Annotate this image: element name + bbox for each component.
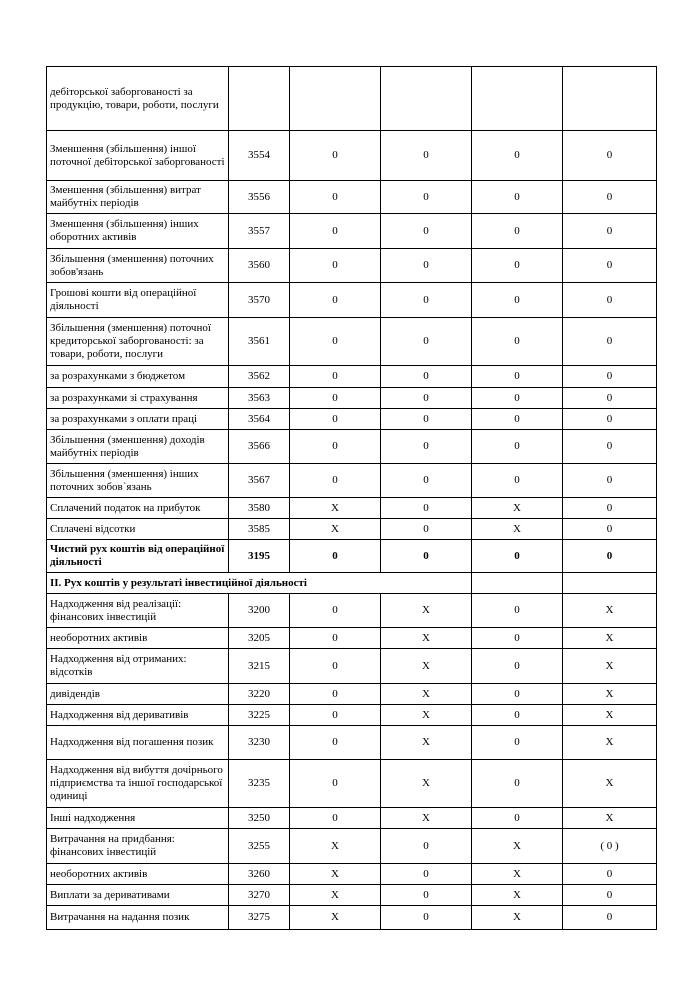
value-cell: 0 — [290, 705, 381, 726]
value-cell: X — [290, 498, 381, 519]
value-cell: 0 — [290, 760, 381, 808]
value-cell: 0 — [381, 519, 472, 540]
table-row — [47, 283, 657, 318]
row-code: 3567 — [229, 464, 290, 498]
table-row — [47, 498, 657, 519]
table-row — [47, 649, 657, 684]
value-cell: 0 — [563, 540, 657, 573]
table-row — [47, 388, 657, 409]
value-cell: 0 — [563, 519, 657, 540]
value-cell — [563, 67, 657, 131]
value-cell: 0 — [472, 388, 563, 409]
table-row — [47, 519, 657, 540]
value-cell: 0 — [381, 214, 472, 249]
value-cell: X — [563, 705, 657, 726]
value-cell: 0 — [472, 628, 563, 649]
value-cell: 0 — [381, 366, 472, 388]
value-cell: 0 — [472, 705, 563, 726]
value-cell: 0 — [290, 409, 381, 430]
row-label: Надходження від реалізації: фінансових інвестицій — [47, 594, 229, 628]
section-title: II. Рух коштів у результаті інвестиційної діяльності — [47, 573, 472, 594]
value-cell: 0 — [472, 760, 563, 808]
table-row — [47, 366, 657, 388]
value-cell: 0 — [290, 726, 381, 760]
value-cell: 0 — [563, 131, 657, 181]
row-label: дебіторської заборгованості за продукцію, товари, роботи, послуги — [47, 67, 229, 131]
table-row — [47, 67, 657, 131]
value-cell: X — [290, 829, 381, 864]
value-cell: 0 — [472, 808, 563, 829]
value-cell: X — [472, 829, 563, 864]
row-code: 3560 — [229, 249, 290, 283]
value-cell: 0 — [290, 628, 381, 649]
value-cell: 0 — [472, 684, 563, 705]
value-cell: X — [381, 808, 472, 829]
value-cell: X — [472, 498, 563, 519]
row-label: дивідендів — [47, 684, 229, 705]
table-row — [47, 181, 657, 214]
row-code: 3564 — [229, 409, 290, 430]
empty-cell — [563, 573, 657, 594]
value-cell: X — [472, 906, 563, 930]
table-row — [47, 409, 657, 430]
value-cell: 0 — [563, 864, 657, 885]
value-cell: 0 — [290, 131, 381, 181]
section-header-row — [47, 573, 657, 594]
row-label: Збільшення (зменшення) поточних зобов'язань — [47, 249, 229, 283]
value-cell: 0 — [290, 249, 381, 283]
cash-flow-table — [46, 66, 657, 930]
value-cell: X — [381, 760, 472, 808]
table-row — [47, 808, 657, 829]
value-cell: X — [381, 649, 472, 684]
value-cell: ( 0 ) — [563, 829, 657, 864]
value-cell: X — [563, 649, 657, 684]
table-row — [47, 249, 657, 283]
table-row — [47, 760, 657, 808]
value-cell: 0 — [472, 540, 563, 573]
value-cell: X — [290, 864, 381, 885]
row-code: 3200 — [229, 594, 290, 628]
value-cell: 0 — [472, 131, 563, 181]
table-row — [47, 705, 657, 726]
value-cell: X — [472, 885, 563, 906]
value-cell: X — [472, 519, 563, 540]
value-cell: 0 — [563, 388, 657, 409]
value-cell: 0 — [381, 906, 472, 930]
table-row — [47, 594, 657, 628]
value-cell: 0 — [290, 214, 381, 249]
row-label: Зменшення (збільшення) іншої поточної дебіторської заборгованості — [47, 131, 229, 181]
row-code: 3250 — [229, 808, 290, 829]
value-cell: 0 — [381, 430, 472, 464]
row-code: 3235 — [229, 760, 290, 808]
row-label: Зменшення (збільшення) інших оборотних активів — [47, 214, 229, 249]
table-body — [47, 67, 657, 930]
value-cell: 0 — [472, 283, 563, 318]
value-cell: 0 — [472, 649, 563, 684]
value-cell: X — [563, 808, 657, 829]
value-cell: 0 — [290, 366, 381, 388]
row-code: 3557 — [229, 214, 290, 249]
value-cell: X — [381, 594, 472, 628]
row-label: Надходження від отриманих: відсотків — [47, 649, 229, 684]
value-cell: 0 — [290, 649, 381, 684]
value-cell: 0 — [563, 430, 657, 464]
row-code: 3205 — [229, 628, 290, 649]
table-row — [47, 430, 657, 464]
value-cell — [381, 67, 472, 131]
row-code: 3225 — [229, 705, 290, 726]
value-cell: 0 — [472, 409, 563, 430]
row-label: Надходження від погашення позик — [47, 726, 229, 760]
value-cell: 0 — [381, 498, 472, 519]
value-cell: 0 — [472, 249, 563, 283]
row-code: 3566 — [229, 430, 290, 464]
value-cell: 0 — [290, 388, 381, 409]
value-cell: 0 — [381, 829, 472, 864]
row-code — [229, 67, 290, 131]
row-code: 3561 — [229, 318, 290, 366]
value-cell: 0 — [290, 283, 381, 318]
value-cell: X — [290, 519, 381, 540]
value-cell: 0 — [472, 726, 563, 760]
value-cell: 0 — [563, 906, 657, 930]
value-cell: 0 — [563, 366, 657, 388]
value-cell: 0 — [381, 181, 472, 214]
value-cell: X — [381, 684, 472, 705]
row-label: за розрахунками з бюджетом — [47, 366, 229, 388]
value-cell: X — [381, 705, 472, 726]
value-cell: 0 — [563, 498, 657, 519]
value-cell: 0 — [290, 318, 381, 366]
row-label: за розрахунками зі страхування — [47, 388, 229, 409]
table-row — [47, 464, 657, 498]
table-row — [47, 726, 657, 760]
value-cell: 0 — [563, 249, 657, 283]
row-code: 3255 — [229, 829, 290, 864]
value-cell: X — [290, 885, 381, 906]
value-cell: X — [290, 906, 381, 930]
row-label: Збільшення (зменшення) доходів майбутніх періодів — [47, 430, 229, 464]
row-label: Чистий рух коштів від операційної діяльності — [47, 540, 229, 573]
value-cell: 0 — [472, 594, 563, 628]
row-label: Сплачений податок на прибуток — [47, 498, 229, 519]
row-code: 3195 — [229, 540, 290, 573]
row-label: Зменшення (збільшення) витрат майбутніх періодів — [47, 181, 229, 214]
row-label: Інші надходження — [47, 808, 229, 829]
table-row — [47, 906, 657, 930]
value-cell: 0 — [563, 885, 657, 906]
value-cell: 0 — [290, 808, 381, 829]
value-cell: 0 — [381, 885, 472, 906]
value-cell — [472, 67, 563, 131]
value-cell: 0 — [290, 684, 381, 705]
value-cell: 0 — [563, 409, 657, 430]
row-code: 3230 — [229, 726, 290, 760]
value-cell: X — [472, 864, 563, 885]
value-cell: 0 — [381, 249, 472, 283]
value-cell: 0 — [563, 181, 657, 214]
row-label: Витрачання на надання позик — [47, 906, 229, 930]
row-code: 3580 — [229, 498, 290, 519]
value-cell: X — [563, 628, 657, 649]
value-cell: X — [381, 628, 472, 649]
value-cell — [290, 67, 381, 131]
value-cell: X — [563, 760, 657, 808]
row-label: Виплати за деривативами — [47, 885, 229, 906]
row-code: 3563 — [229, 388, 290, 409]
row-label: Збільшення (зменшення) інших поточних зобов`язань — [47, 464, 229, 498]
row-code: 3270 — [229, 885, 290, 906]
row-code: 3220 — [229, 684, 290, 705]
row-code: 3275 — [229, 906, 290, 930]
value-cell: 0 — [381, 131, 472, 181]
table-row — [47, 885, 657, 906]
row-code: 3215 — [229, 649, 290, 684]
table-row — [47, 318, 657, 366]
value-cell: 0 — [563, 214, 657, 249]
value-cell: 0 — [563, 318, 657, 366]
value-cell: 0 — [381, 409, 472, 430]
row-code: 3260 — [229, 864, 290, 885]
value-cell: 0 — [381, 864, 472, 885]
row-label: Надходження від вибуття дочірнього підприємства та іншої господарської одиниці — [47, 760, 229, 808]
value-cell: 0 — [381, 540, 472, 573]
row-code: 3562 — [229, 366, 290, 388]
value-cell: X — [381, 726, 472, 760]
row-label: необоротних активів — [47, 864, 229, 885]
row-label: Грошові кошти від операційної діяльності — [47, 283, 229, 318]
row-label: Надходження від деривативів — [47, 705, 229, 726]
table-row — [47, 829, 657, 864]
empty-cell — [472, 573, 563, 594]
row-label: Збільшення (зменшення) поточної кредиторської заборгованості: за товари, роботи, послуги — [47, 318, 229, 366]
table-row — [47, 540, 657, 573]
value-cell: 0 — [563, 464, 657, 498]
value-cell: 0 — [290, 181, 381, 214]
value-cell: X — [563, 594, 657, 628]
row-label: Сплачені відсотки — [47, 519, 229, 540]
value-cell: 0 — [472, 464, 563, 498]
table-row — [47, 684, 657, 705]
row-code: 3570 — [229, 283, 290, 318]
value-cell: 0 — [381, 283, 472, 318]
row-code: 3554 — [229, 131, 290, 181]
value-cell: X — [563, 684, 657, 705]
table-row — [47, 214, 657, 249]
table-row — [47, 131, 657, 181]
value-cell: 0 — [290, 430, 381, 464]
value-cell: 0 — [472, 214, 563, 249]
value-cell: 0 — [290, 464, 381, 498]
row-label: необоротних активів — [47, 628, 229, 649]
value-cell: 0 — [472, 366, 563, 388]
value-cell: 0 — [381, 464, 472, 498]
row-label: Витрачання на придбання: фінансових інвестицій — [47, 829, 229, 864]
row-code: 3585 — [229, 519, 290, 540]
value-cell: 0 — [381, 318, 472, 366]
value-cell: 0 — [290, 594, 381, 628]
table-row — [47, 628, 657, 649]
value-cell: 0 — [381, 388, 472, 409]
value-cell: 0 — [472, 430, 563, 464]
row-label: за розрахунками з оплати праці — [47, 409, 229, 430]
row-code: 3556 — [229, 181, 290, 214]
value-cell: X — [563, 726, 657, 760]
value-cell: 0 — [290, 540, 381, 573]
table-row — [47, 864, 657, 885]
value-cell: 0 — [472, 181, 563, 214]
value-cell: 0 — [563, 283, 657, 318]
value-cell: 0 — [472, 318, 563, 366]
